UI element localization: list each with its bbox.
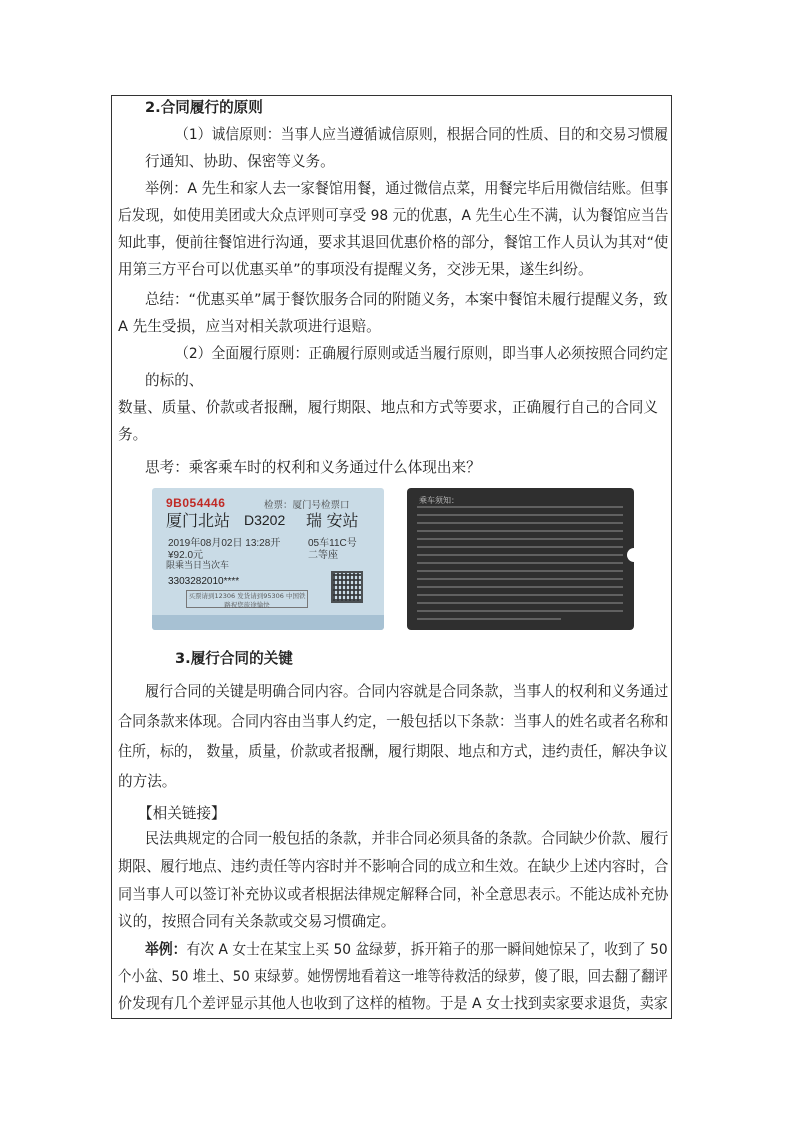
example1-line-4: 用第三方平台可以优惠买单”的事项没有提醒义务，交涉无果，遂生纠纷。 <box>118 261 593 278</box>
paragraph-good-faith-line-2: 行通知、协助、保密等义务。 <box>145 153 335 170</box>
link-line-3: 同当事人可以签订补充协议或者根据法律规定解释合同，补全意思表示。不能达成补充协 <box>118 886 669 903</box>
example1-line-1: 举例：A 先生和家人去一家餐馆用餐，通过微信点菜，用餐完毕后用微信结账。但事 <box>145 180 669 197</box>
train-ticket-back-image <box>407 488 634 630</box>
related-link-heading: 【相关链接】 <box>138 805 226 822</box>
paragraph-full-performance-line-2: 的标的、 <box>145 372 204 389</box>
key-line-2: 合同条款来体现。合同内容由当事人约定，一般包括以下条款：当事人的姓名或者名称和 <box>118 713 669 730</box>
ticket-date: 2019年08月02日 13:28开 <box>168 538 281 549</box>
key-line-4: 的方法。 <box>118 773 177 790</box>
example2-label: 举例： <box>145 941 187 958</box>
ticket-arrival-station: 瑞 安站 <box>306 513 359 530</box>
paragraph-full-performance-line-3: 数量、质量、价款或者报酬，履行期限、地点和方式等要求，正确履行自己的合同义 <box>118 399 658 416</box>
ticket-train-number: D3202 <box>244 512 286 528</box>
section-heading-principles: 2.合同履行的原则 <box>145 99 263 116</box>
example1-line-3: 知此事，便前往餐馆进行沟通，要求其退回优惠价格的部分，餐馆工作人员认为其对“使 <box>118 234 669 251</box>
paragraph-full-performance-line-1: （2）全面履行原则：正确履行原则或适当履行原则，即当事人必须按照合同约定 <box>175 345 669 362</box>
ticket-notice-box: 买票请到12306 发货请到95306 中国铁路祝您旅途愉快 <box>186 590 308 608</box>
ticket-departure-station: 厦门北站 <box>166 513 231 530</box>
example2-line-1-text: 有次 A 女士在某宝上买 50 盆绿萝，拆开箱子的那一瞬间她惊呆了，收到了 50 <box>186 941 668 958</box>
ticket-note: 限乘当日当次车 <box>166 560 230 570</box>
ticket-notch <box>627 548 634 562</box>
ticket-class: 二等座 <box>308 550 338 561</box>
link-line-1: 民法典规定的合同一般包括的条款，并非合同必须具备的条款。合同缺少价款、履行 <box>145 830 669 847</box>
key-line-1: 履行合同的关键是明确合同内容。合同内容就是合同条款，当事人的权利和义务通过 <box>145 683 669 700</box>
summary-line-1: 总结：“优惠买单”属于餐饮服务合同的附随义务，本案中餐馆未履行提醒义务，致 <box>145 291 668 308</box>
section-heading-key: 3.履行合同的关键 <box>175 650 293 667</box>
ticket-back-text-block <box>417 506 623 626</box>
ticket-id-number: 3303282010**** <box>168 576 240 587</box>
train-ticket-front-image <box>152 488 384 630</box>
think-question: 思考：乘客乘车时的权利和义务通过什么体现出来？ <box>145 459 481 476</box>
example2-line-2: 个小盆、50 堆土、50 束绿萝。她愣愣地看着这一堆等待救活的绿萝，傻了眼，回去翻了翻评 <box>118 968 668 985</box>
example2-line-3: 价发现有几个差评显示其他人也收到了这样的植物。于是 A 女士找到卖家要求退货，卖家 <box>118 995 668 1012</box>
ticket-bottom-strip <box>152 615 384 630</box>
ticket-number: 9B054446 <box>166 496 226 510</box>
ticket-seat: 05车11C号 <box>308 538 357 549</box>
link-line-4: 议的，按照合同有关条款或交易习惯确定。 <box>118 913 396 930</box>
key-line-3: 住所，标的， 数量，质量，价款或者报酬，履行期限、地点和方式，违约责任，解决争议 <box>118 743 668 760</box>
qr-code-icon <box>331 571 363 603</box>
example2-line-1 <box>145 940 668 960</box>
ticket-back-title: 乘车须知： <box>419 496 459 505</box>
paragraph-full-performance-line-4: 务。 <box>118 426 148 443</box>
ticket-price: ¥92.0元 <box>168 550 204 561</box>
link-line-2: 期限、履行地点、违约责任等内容时并不影响合同的成立和生效。在缺少上述内容时，合 <box>118 858 669 875</box>
ticket-check-gate: 检票：厦门号检票口 <box>264 500 350 511</box>
paragraph-good-faith-line-1: （1）诚信原则：当事人应当遵循诚信原则，根据合同的性质、目的和交易习惯履 <box>175 126 669 143</box>
summary-line-2: A 先生受损，应当对相关款项进行退赔。 <box>118 318 381 335</box>
example1-line-2: 后发现，如使用美团或大众点评则可享受 98 元的优惠，A 先生心生不满，认为餐馆应当告 <box>118 207 669 224</box>
